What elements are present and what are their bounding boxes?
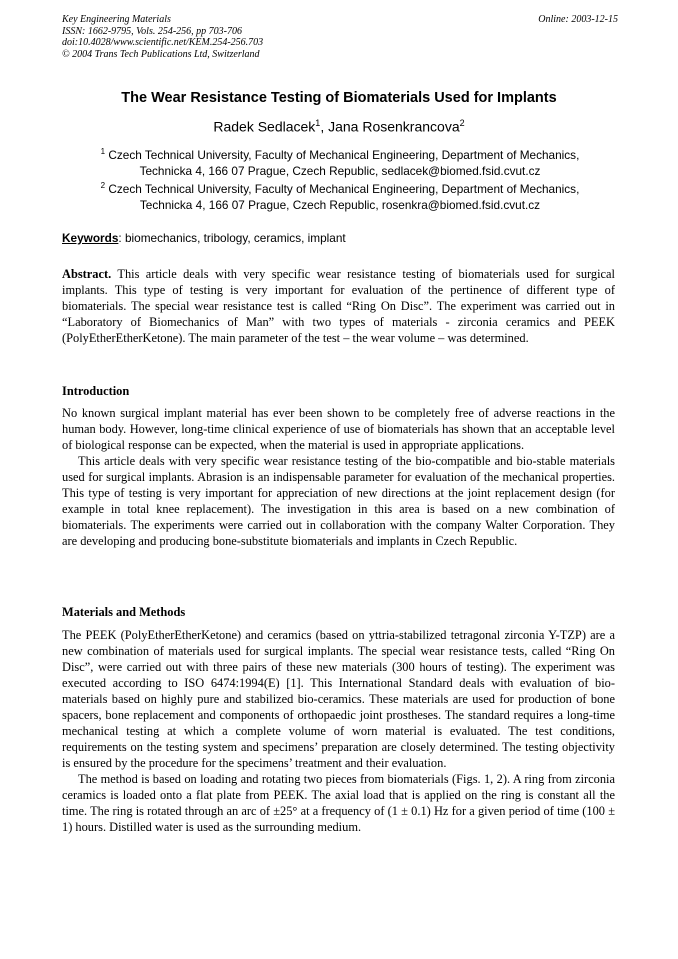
paragraph: This article deals with very specific wear resistance testing of the bio-compatible and bio-stable materials used for surgical implants. Abrasion is an indispensable parameter for evaluation of the mechanical properties. This type of testing is very important for appreciation of new directions at the joint replacement design (for example in total knee replacement). The investigation in this area is based on a new combination of biomaterials. The experiments were carried out in collaboration with the company Walter Corporation. They are developing and producing bone-substitute biomaterials and implants in Czech Republic. [62, 454, 615, 548]
affiliation-text: Czech Technical University, Faculty of Mechanical Engineering, Department of Mechanics, [105, 181, 580, 196]
materials-methods-heading: Materials and Methods [62, 605, 186, 619]
keywords-label: Keywords [62, 231, 119, 245]
abstract-label: Abstract. [62, 267, 112, 281]
online-date: Online: 2003-12-15 [538, 14, 618, 25]
author-affiliation-mark: 2 [459, 118, 465, 128]
copyright-line: © 2004 Trans Tech Publications Ltd, Switzerland [62, 48, 260, 60]
paragraph: The method is based on loading and rotating two pieces from biomaterials (Figs. 1, 2). A ring from zirconia ceramics is loaded onto a flat plate from PEEK. The axial load that is applied on the ring is constant all the time. The ring is rotated through an arc of ±25° at a frequency of (1 ± 0.1) Hz for a given period of time (100 ± 1) hours. Distilled water is used as the surrounding medium. [62, 772, 615, 834]
affiliation-1 [62, 144, 618, 180]
introduction-heading: Introduction [62, 384, 130, 398]
journal-name: Key Engineering Materials [62, 14, 171, 25]
issn-line: ISSN: 1662-9795, Vols. 254-256, pp 703-706 [62, 25, 242, 37]
doi-line: doi:10.4028/www.scientific.net/KEM.254-256.703 [62, 37, 264, 48]
paragraph: The PEEK (PolyEtherEtherKetone) and ceramics (based on yttria-stabilized tetragonal zirconia Y-TZP) are a new combination of materials used for surgical implants. The special wear resistance tests, called “Ring On Disc”, were carried out with three pairs of these new materials (300 hours of testing). The experiment was executed according to ISO 6474:1994(E) [1]. This International Standard deals with evaluation of bio-materials based on highly pure and stabilized bio-ceramics. These materials are used for production of bone spacers, bone replacement and components of orthopaedic joint prostheses. The standard requires a long-time mechanical testing at which a complete volume of worn material is evaluated. The test conditions, requirements on the testing system and specimens’ preparation are closely determined. The testing objectivity is ensured by the procedure for the specimens’ treatment and their evaluation. [62, 628, 615, 770]
affiliation-text: Czech Technical University, Faculty of Mechanical Engineering, Department of Mechanics, [105, 147, 580, 162]
paragraph: No known surgical implant material has ever been shown to be completely free of adverse reactions in the human body. However, long-time clinical experience of use of biomaterials has shown that an acceptable level of biological response can be expected, when the material is used in appropriate applications. [62, 406, 615, 452]
journal-header [62, 14, 618, 60]
affiliation-2 [62, 178, 618, 214]
keywords-colon: : [118, 231, 125, 245]
keywords-text: biomechanics, tribology, ceramics, implant [124, 231, 346, 245]
author-name: Radek Sedlacek [213, 118, 316, 135]
author-line [0, 118, 678, 135]
keywords-line [62, 231, 618, 245]
affiliation-address: Technicka 4, 166 07 Prague, Czech Republic, rosenkra@biomed.fsid.cvut.cz [139, 198, 541, 213]
abstract-text: This article deals with very specific wear resistance testing of biomaterials used for surgical implants. This type of testing is very important for evaluation of the pertinence of different type of biomaterials. The special wear resistance test is called “Ring On Disc”. The experiment was carried out in “Laboratory of Biomechanics of Man” with two types of materials - zirconia ceramics and PEEK (PolyEtherEtherKetone). The main parameter of the test – the wear volume – was determined. [62, 267, 615, 345]
affiliation-mark: 1 [100, 147, 106, 156]
author-name: Jana Rosenkrancova [328, 118, 460, 135]
author-separator: , [320, 118, 329, 135]
affiliation-address: Technicka 4, 166 07 Prague, Czech Republic, sedlacek@biomed.fsid.cvut.cz [139, 164, 541, 179]
author-affiliation-mark: 1 [315, 118, 321, 128]
affiliation-mark: 2 [100, 181, 106, 190]
paper-title: The Wear Resistance Testing of Biomaterials Used for Implants [121, 90, 557, 106]
introduction-section [62, 405, 615, 549]
abstract [62, 266, 615, 346]
materials-methods-section [62, 627, 615, 835]
